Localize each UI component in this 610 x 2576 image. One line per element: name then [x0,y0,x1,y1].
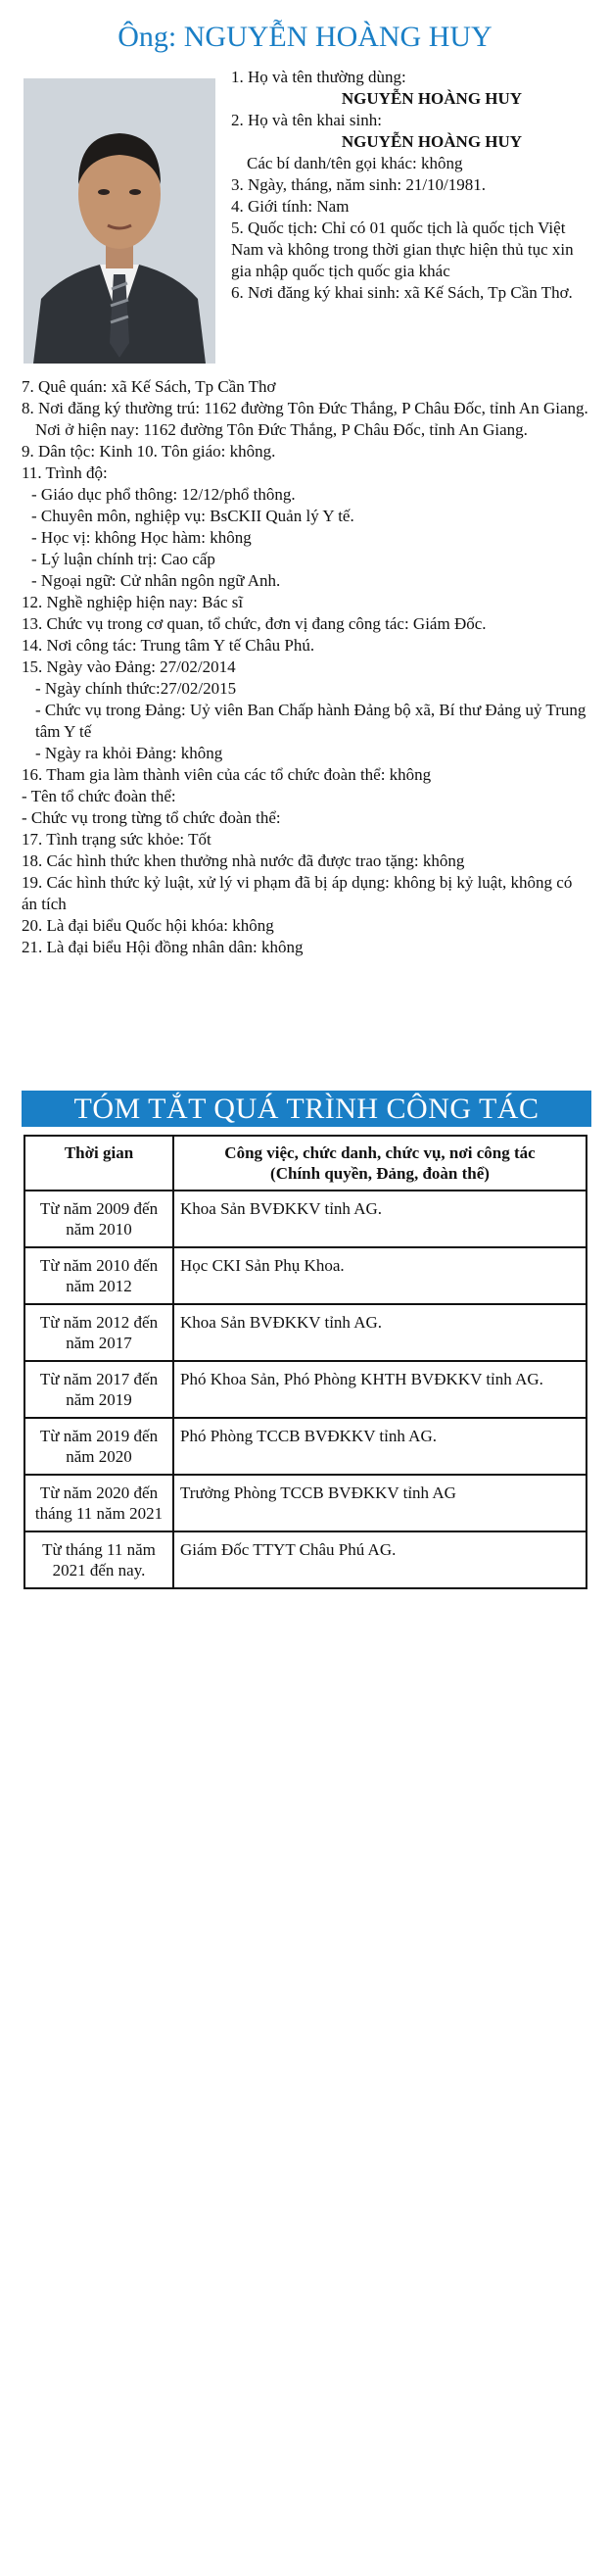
permanent-residence-field: 8. Nơi đăng ký thường trú: 1162 đường Tôn Đức Thắng, P Châu Đốc, tỉnh An Giang. [22,399,588,417]
table-row [24,1418,587,1475]
description-cell: Khoa Sản BVĐKKV tỉnh AG. [173,1304,587,1361]
table-row [24,1304,587,1361]
period-cell: Từ năm 2020 đến tháng 11 năm 2021 [24,1475,173,1531]
period-cell: Từ năm 2009 đến năm 2010 [24,1191,173,1247]
position-field: 13. Chức vụ trong cơ quan, tổ chức, đơn vị đang công tác: Giám Đốc. [22,614,487,633]
table-row [24,1361,587,1418]
specialty-field: - Chuyên môn, nghiệp vụ: BsCKII Quản lý Y tế. [31,507,354,525]
political-theory-field: - Lý luận chính trị: Cao cấp [31,550,215,568]
period-cell: Từ năm 2017 đến năm 2019 [24,1361,173,1418]
table-row [24,1531,587,1588]
description-cell: Giám Đốc TTYT Châu Phú AG. [173,1531,587,1588]
description-cell: Học CKI Sản Phụ Khoa. [173,1247,587,1304]
description-cell: Trưởng Phòng TCCB BVĐKKV tỉnh AG [173,1475,587,1531]
period-cell: Từ năm 2010 đến năm 2012 [24,1247,173,1304]
workplace-field: 14. Nơi công tác: Trung tâm Y tế Châu Phú. [22,636,315,655]
portrait-photo [23,78,215,364]
column-header-description [173,1136,587,1191]
page-title: Ông: NGUYỄN HOÀNG HUY [117,21,493,53]
occupation-field: 12. Nghề nghiệp hiện nay: Bác sĩ [22,593,244,611]
party-official-date-field: - Ngày chính thức:27/02/2015 [35,679,237,698]
party-position-field: - Chức vụ trong Đảng: Uỷ viên Ban Chấp hành Đảng bộ xã, Bí thư Đảng uỷ Trung tâm Y tế [35,701,587,741]
table-row [24,1247,587,1304]
period-cell: Từ tháng 11 năm 2021 đến nay. [24,1531,173,1588]
table-header-row [24,1136,587,1191]
hometown-field: 7. Quê quán: xã Kế Sách, Tp Cần Thơ [22,377,276,396]
description-cell: Khoa Sản BVĐKKV tỉnh AG. [173,1191,587,1247]
people-council-delegate-field: 21. Là đại biểu Hội đồng nhân dân: không [22,938,304,956]
alias-field: Các bí danh/tên gọi khác: không [247,154,463,172]
personal-info-right-column [231,67,593,304]
current-address-field: Nơi ở hiện nay: 1162 đường Tôn Đức Thắng, P Châu Đốc, tỉnh An Giang. [35,420,528,439]
table-row [24,1475,587,1531]
work-history-table [23,1135,587,1589]
awards-field: 18. Các hình thức khen thưởng nhà nước đã được trao tặng: không [22,851,465,870]
column-header-period-label: Thời gian [64,1143,134,1162]
general-education-field: - Giáo dục phổ thông: 12/12/phổ thông. [31,485,296,504]
birth-name-value: NGUYỄN HOÀNG HUY [341,132,523,151]
organization-name-field: - Tên tổ chức đoàn thể: [22,787,176,805]
description-cell: Phó Phòng TCCB BVĐKKV tỉnh AG. [173,1418,587,1475]
description-cell: Phó Khoa Sản, Phó Phòng KHTH BVĐKKV tỉnh AG. [173,1361,587,1418]
period-cell: Từ năm 2019 đến năm 2020 [24,1418,173,1475]
table-row [24,1191,587,1247]
nationality-field: 5. Quốc tịch: Chỉ có 01 quốc tịch là quốc tịch Việt Nam và không trong thời gian thực hiện thủ tục xin gia nhập quốc tịch quốc gia khác [231,219,574,280]
common-name-value: NGUYỄN HOÀNG HUY [341,89,523,108]
work-history-section-title: TÓM TẮT QUÁ TRÌNH CÔNG TÁC [22,1091,591,1127]
discipline-field: 19. Các hình thức kỷ luật, xử lý vi phạm đã bị áp dụng: không bị kỷ luật, không có án tích [22,873,573,913]
birth-registration-field: 6. Nơi đăng ký khai sinh: xã Kế Sách, Tp Cần Thơ. [231,283,573,302]
degree-field: - Học vị: không Học hàm: không [31,528,252,547]
party-join-date-field: 15. Ngày vào Đảng: 27/02/2014 [22,657,236,676]
personal-info-body [22,376,591,958]
ethnicity-religion-field: 9. Dân tộc: Kinh 10. Tôn giáo: không. [22,442,276,461]
party-leave-date-field: - Ngày ra khỏi Đảng: không [35,744,223,762]
organization-position-field: - Chức vụ trong từng tổ chức đoàn thể: [22,808,281,827]
column-header-period [24,1136,173,1191]
gender-field: 4. Giới tính: Nam [231,197,350,216]
common-name-label: 1. Họ và tên thường dùng: [231,68,406,86]
national-assembly-delegate-field: 20. Là đại biểu Quốc hội khóa: không [22,916,274,935]
health-field: 17. Tình trạng sức khỏe: Tốt [22,830,211,849]
portrait-illustration [23,78,215,364]
foreign-language-field: - Ngoại ngữ: Cử nhân ngôn ngữ Anh. [31,571,281,590]
organizations-field: 16. Tham gia làm thành viên của các tổ chức đoàn thể: không [22,765,432,784]
column-header-description-line2: (Chính quyền, Đảng, đoàn thể) [270,1164,490,1183]
education-heading: 11. Trình độ: [22,463,108,482]
date-of-birth-field: 3. Ngày, tháng, năm sinh: 21/10/1981. [231,175,487,194]
birth-name-label: 2. Họ và tên khai sinh: [231,111,382,129]
period-cell: Từ năm 2012 đến năm 2017 [24,1304,173,1361]
column-header-description-line1: Công việc, chức danh, chức vụ, nơi công tác [224,1143,536,1162]
